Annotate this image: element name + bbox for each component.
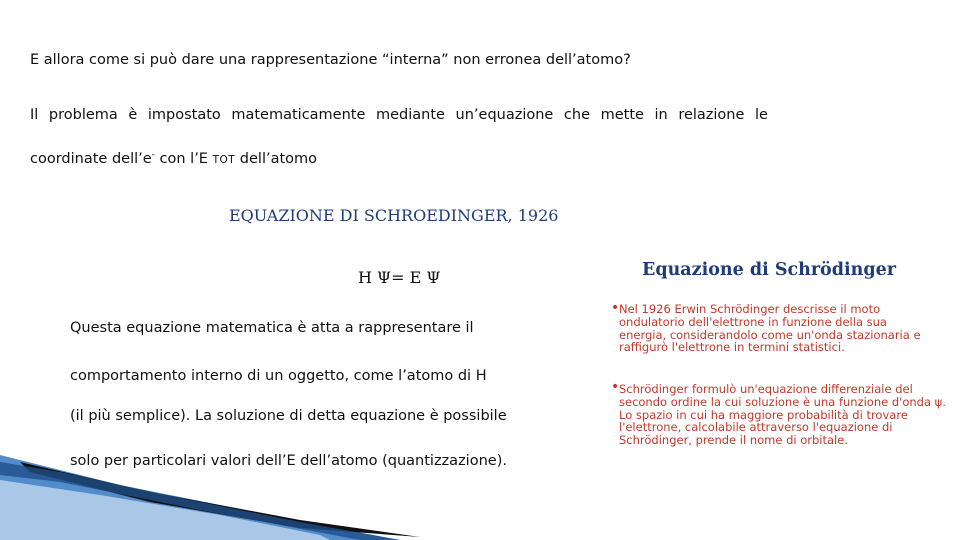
decorative-swoosh [0, 440, 520, 540]
word: che [563, 107, 591, 123]
schrodinger-equation: H Ψ= E Ψ [358, 268, 441, 287]
word: le [755, 107, 768, 123]
image-title: Equazione di Schrödinger [642, 260, 896, 280]
image-text-line: Schrödinger, prende il nome di orbitale. [619, 433, 848, 448]
line2-suffix: dell’atomo [235, 150, 318, 167]
image-text-line: Nel 1926 Erwin Schrödinger descrisse il moto [619, 302, 881, 316]
electron-superscript: - [151, 150, 155, 160]
body-line: comportamento interno di un oggetto, come l’atomo di H [70, 368, 487, 384]
word: problema [48, 107, 118, 123]
tot-subscript: TOT [212, 153, 236, 166]
word: è [128, 107, 138, 123]
body-line: (il più semplice). La soluzione di detta equazione è possibile [70, 408, 507, 424]
schrodinger-info-image [605, 258, 946, 458]
word: un’equazione [455, 107, 554, 123]
word: relazione [678, 107, 745, 123]
word: mette [600, 107, 644, 123]
body-line: solo per particolari valori dell’E dell’atomo (quantizzazione). [70, 453, 507, 469]
bullet-icon: • [611, 379, 620, 395]
image-bullet-1 [619, 303, 941, 354]
image-text-line: l'elettrone, calcolabile attraverso l'equazione di [619, 420, 893, 435]
image-text-line: raffigurò l'elettrone in termini statistici. [619, 340, 845, 355]
word: in [654, 107, 668, 123]
image-text-line: Schrödinger formulò un'equazione differenziale del [619, 382, 913, 396]
line2-mid: con l’E [154, 150, 213, 167]
question-text: E allora come si può dare una rappresentazione “interna” non erronea dell’atomo? [30, 52, 631, 68]
word: matematicamente [231, 107, 366, 123]
image-bullet-2 [619, 382, 946, 448]
image-text-line: energia, considerandolo come un'onda stazionaria e [619, 327, 921, 342]
bullet-icon: • [611, 300, 620, 316]
word: impostato [147, 107, 221, 123]
image-text-line: secondo ordine la cui soluzione è una funzione d'onda ψ. [619, 394, 946, 409]
image-text-line: Lo spazio in cui ha maggiore probabilità di trovare [619, 407, 908, 422]
body-line: Questa equazione matematica è atta a rappresentare il [70, 320, 474, 336]
paragraph-line-2 [30, 150, 317, 167]
line2-prefix: coordinate dell’e [30, 150, 152, 167]
word: mediante [375, 107, 445, 123]
light-swoosh [0, 480, 330, 540]
equation-title: EQUAZIONE DI SCHROEDINGER, 1926 [229, 206, 559, 225]
word: Il [30, 107, 39, 123]
image-text-line: ondulatorio dell'elettrone in funzione della sua [619, 314, 887, 329]
paragraph-line-1 [30, 107, 768, 123]
